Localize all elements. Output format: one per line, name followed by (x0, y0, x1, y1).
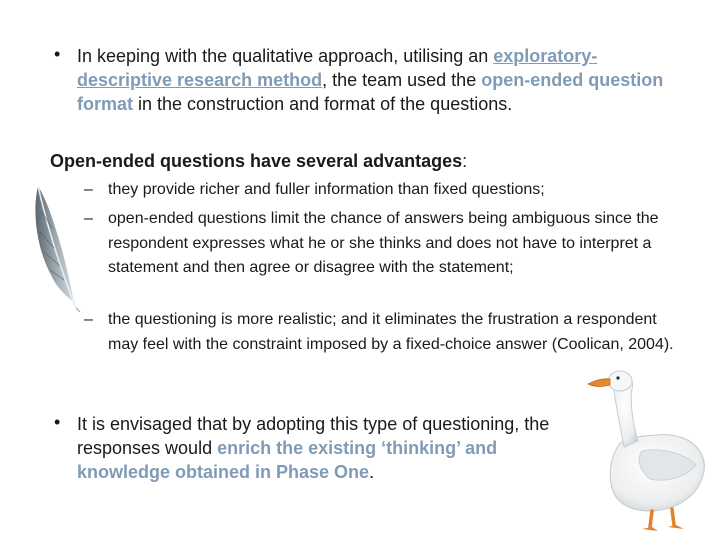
advantage-text: the questioning is more realistic; and it eliminates the frustration a respondent may feel with the constraint imposed by a fixed-choice answer (Coolican, 2004). (108, 311, 674, 353)
text-segment: in the construction and format of the questions. (133, 94, 513, 114)
bullet-text-envisaged (77, 412, 582, 484)
highlight-question-format: open-ended question format (77, 70, 664, 114)
bullet-marker: • (54, 412, 61, 432)
feather-illustration (30, 182, 90, 312)
advantages-heading (50, 148, 467, 174)
highlight-phase-one: enrich the existing ‘thinking’ and knowledge obtained in Phase One (77, 438, 498, 482)
advantage-item (84, 207, 674, 281)
text-segment: . (369, 462, 375, 482)
text-segment: It is envisaged that by adopting this type of questioning, the responses would (77, 414, 550, 458)
bullet-marker: • (54, 44, 61, 64)
heading-text: Open-ended questions have several advantages (50, 151, 463, 171)
advantage-text: open-ended questions limit the chance of answers being ambiguous since the respondent expresses what he or she thinks and does not have to interpret a statement and then agree or disagree with the statement; (108, 210, 659, 276)
goose-illustration (580, 365, 720, 535)
heading-colon: : (462, 151, 468, 171)
dash-marker: – (84, 210, 93, 227)
advantage-text: they provide richer and fuller information than fixed questions; (108, 181, 545, 198)
highlight-research-method: exploratory-descriptive research method (77, 46, 598, 90)
dash-marker: – (84, 181, 93, 198)
text-segment: In keeping with the qualitative approach, utilising an (77, 46, 494, 66)
advantage-item (84, 178, 674, 203)
bullet-text-methodology (77, 44, 677, 116)
advantage-item (84, 308, 674, 357)
dash-marker: – (84, 311, 93, 328)
text-segment: , the team used the (322, 70, 482, 90)
